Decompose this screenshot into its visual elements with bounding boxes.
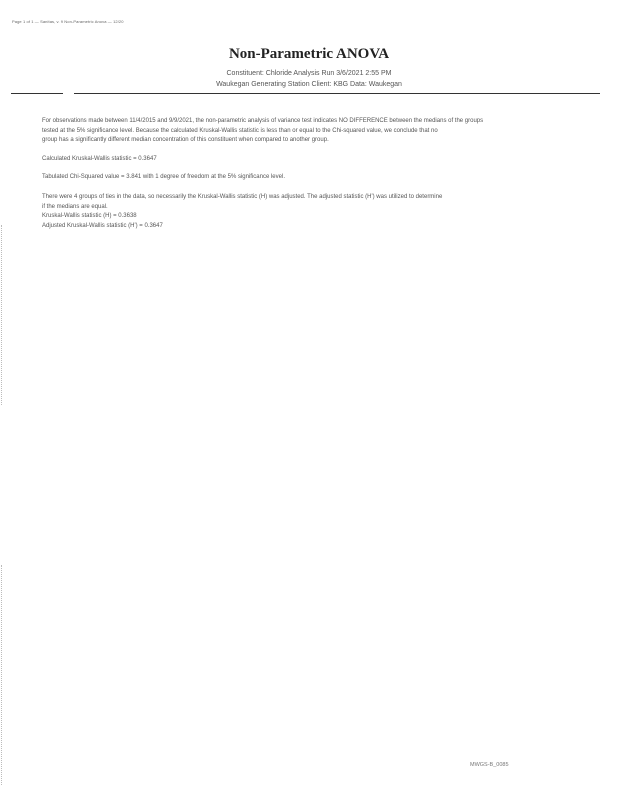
ties-line: There were 4 groups of ties in the data, so necessarily the Kruskal-Wallis statistic (H) was adjusted. The adjusted statistic (H') was utilized to determine	[42, 194, 443, 200]
report-subtitle-constituent: Constituent: Chloride Analysis Run 3/6/2021 2:55 PM	[226, 70, 392, 77]
kruskal-wallis-statistic: Calculated Kruskal-Wallis statistic = 0.3647	[42, 156, 157, 162]
conclusion-line: group has a significantly different median concentration of this constituent when compared to another group.	[42, 137, 329, 143]
page-header-meta: Page 1 of 1 — Sanitas, v. 9 Non-Parametric Anova — 12/20	[12, 19, 124, 24]
ties-paragraph	[42, 193, 582, 231]
scan-edge-marks	[1, 225, 3, 405]
kw-statistic-line: Kruskal-Wallis statistic (H) = 0.3638	[42, 213, 137, 219]
document-id: MWGS-B_0085	[470, 762, 509, 768]
conclusion-paragraph	[42, 117, 582, 146]
conclusion-line: For observations made between 11/4/2015 and 9/9/2021, the non-parametric analysis of variance test indicates NO DIFFERENCE between the medians of the groups	[42, 118, 484, 124]
scan-edge-marks	[1, 565, 3, 785]
report-subtitle-site: Waukegan Generating Station Client: KBG Data: Waukegan	[216, 81, 402, 88]
header-rule-left	[11, 93, 63, 94]
header-rule	[74, 93, 600, 94]
chi-squared-value: Tabulated Chi-Squared value = 3.841 with 1 degree of freedom at the 5% significance level.	[42, 174, 285, 180]
conclusion-line: tested at the 5% significance level. Because the calculated Kruskal-Wallis statistic is less than or equal to the Chi-squared value, we conclude that no	[42, 127, 438, 134]
report-title: Non-Parametric ANOVA	[228, 46, 390, 62]
ties-line: if the medians are equal.	[42, 203, 108, 210]
adjusted-kw-statistic-line: Adjusted Kruskal-Wallis statistic (H') = 0.3647	[42, 222, 163, 229]
